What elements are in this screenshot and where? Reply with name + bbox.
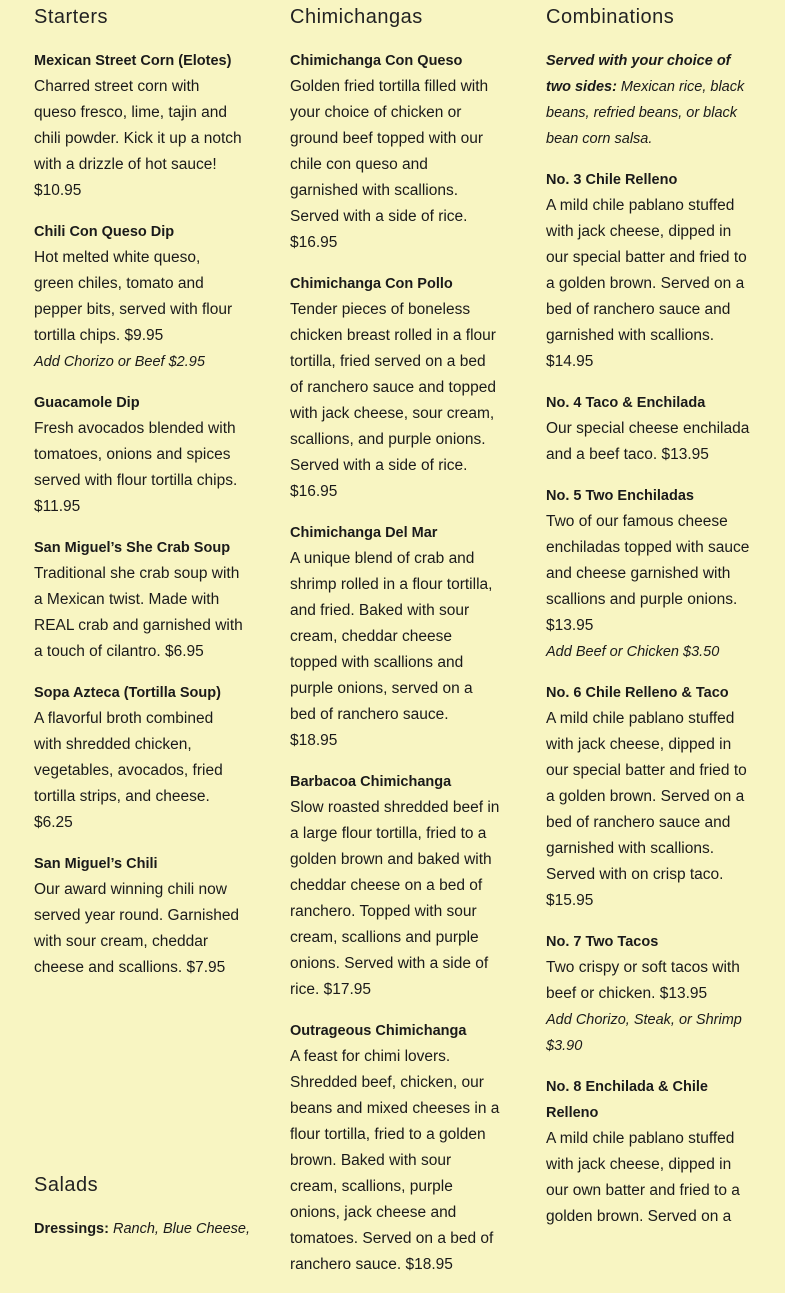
menu-item xyxy=(290,769,500,1003)
menu-item-addon: Add Chorizo, Steak, or Shrimp $3.90 xyxy=(546,1012,742,1054)
dressings-line xyxy=(34,1216,254,1242)
menu-item xyxy=(546,167,756,375)
menu-item-name: Guacamole Dip xyxy=(34,395,140,411)
menu-item-description: Slow roasted shredded beef in a large flour tortilla, fried to a golden brown and baked with cheddar cheese on a bed of ranchero. Topped with sour cream, scallions and purple onions. Served with a side of rice. $17.95 xyxy=(290,799,500,998)
starters-column xyxy=(34,0,244,996)
chimichangas-column xyxy=(290,0,500,1293)
menu-item-description: A unique blend of crab and shrimp rolled in a flour tortilla, and fried. Baked with sour cream, cheddar cheese topped with scallions and purple onions, served on a bed of ranchero sauce. $18.95 xyxy=(290,550,493,749)
dressings-options: Ranch, Blue Cheese, xyxy=(108,1221,251,1237)
chimichangas-list xyxy=(290,48,500,1278)
menu-item-description: A mild chile pablano stuffed with jack cheese, dipped in our special batter and fried to a golden brown. Served on a bed of ranchero sauce and garnished with scallions. Served with on crisp taco. $15.95 xyxy=(546,710,747,909)
menu-item-description: A mild chile pablano stuffed with jack cheese, dipped in our own batter and fried to a golden brown. Served on a xyxy=(546,1130,740,1225)
menu-item-name: Sopa Azteca (Tortilla Soup) xyxy=(34,685,221,701)
menu-item-addon: Add Beef or Chicken $3.50 xyxy=(546,644,720,660)
menu-item-addon: Add Chorizo or Beef $2.95 xyxy=(34,354,205,370)
menu-item-name: Chimichanga Del Mar xyxy=(290,525,438,541)
menu-item-name: Chimichanga Con Queso xyxy=(290,53,463,69)
salads-section xyxy=(34,1168,254,1242)
menu-item-name: Chili Con Queso Dip xyxy=(34,224,175,240)
menu-item-name: Mexican Street Corn (Elotes) xyxy=(34,53,232,69)
menu-item xyxy=(546,1074,756,1230)
menu-item-description: Two of our famous cheese enchiladas topped with sauce and cheese garnished with scallions and purple onions. $13.95 xyxy=(546,513,750,634)
menu-item xyxy=(34,390,244,520)
menu-item xyxy=(546,929,756,1059)
menu-item xyxy=(290,48,500,256)
menu-item-description: Two crispy or soft tacos with beef or chicken. $13.95 xyxy=(546,959,740,1002)
menu-item xyxy=(546,483,756,665)
menu-item-description: A mild chile pablano stuffed with jack cheese, dipped in our special batter and fried to a golden brown. Served on a bed of ranchero sauce and garnished with scallions. $14.95 xyxy=(546,197,747,370)
menu-item-description: Hot melted white queso, green chiles, tomato and pepper bits, served with flour tortilla chips. $9.95 xyxy=(34,249,233,344)
menu-item-name: No. 7 Two Tacos xyxy=(546,934,659,950)
starters-list xyxy=(34,48,244,981)
menu-item xyxy=(546,680,756,914)
menu-item xyxy=(34,680,244,836)
combinations-list xyxy=(546,167,756,1230)
menu-item xyxy=(290,520,500,754)
menu-item-description: Our award winning chili now served year round. Garnished with sour cream, cheddar cheese and scallions. $7.95 xyxy=(34,881,240,976)
combinations-column xyxy=(546,0,756,1245)
combinations-heading: Combinations xyxy=(546,6,675,28)
chimichangas-heading: Chimichangas xyxy=(290,6,423,28)
menu-item-name: San Miguel’s Chili xyxy=(34,856,158,872)
salads-heading: Salads xyxy=(34,1174,99,1196)
dressings-label: Dressings: xyxy=(34,1221,109,1237)
menu-item xyxy=(34,535,244,665)
menu-item-name: No. 6 Chile Relleno & Taco xyxy=(546,685,729,701)
menu-item-description: Tender pieces of boneless chicken breast rolled in a flour tortilla, fried served on a bed of ranchero sauce and topped with jack cheese, sour cream, scallions, and purple onions. Served with a side of rice. $16.95 xyxy=(290,301,496,500)
sides-note-options: Mexican rice, black beans, refried beans, or black bean corn salsa. xyxy=(546,79,745,147)
menu-item-name: No. 4 Taco & Enchilada xyxy=(546,395,706,411)
menu-item-description: Golden fried tortilla filled with your choice of chicken or ground beef topped with our chile con queso and garnished with scallions. Served with a side of rice. $16.95 xyxy=(290,78,489,251)
menu-item-description: Fresh avocados blended with tomatoes, onions and spices served with flour tortilla chips. $11.95 xyxy=(34,420,238,515)
menu-item xyxy=(34,851,244,981)
menu-item-description: A feast for chimi lovers. Shredded beef, chicken, our beans and mixed cheeses in a flour tortilla, fried to a golden brown. Baked with sour cream, scallions, purple onions, jack cheese and tomatoes. Served on a bed of ranchero sauce. $18.95 xyxy=(290,1048,500,1273)
menu-item xyxy=(290,1018,500,1278)
menu-item-description: A flavorful broth combined with shredded chicken, vegetables, avocados, fried tortilla strips, and cheese. $6.25 xyxy=(34,710,223,831)
menu-item-name: Barbacoa Chimichanga xyxy=(290,774,452,790)
menu-item-name: No. 8 Enchilada & Chile Relleno xyxy=(546,1079,708,1121)
menu-item-name: Outrageous Chimichanga xyxy=(290,1023,467,1039)
menu-item xyxy=(34,48,244,204)
menu-item-name: No. 3 Chile Relleno xyxy=(546,172,678,188)
menu-item-description: Charred street corn with queso fresco, lime, tajin and chili powder. Kick it up a notch with a drizzle of hot sauce! $10.95 xyxy=(34,78,242,199)
sides-note-label: Served with your choice of two sides: xyxy=(546,53,731,95)
menu-item-name: Chimichanga Con Pollo xyxy=(290,276,453,292)
combinations-sides-note xyxy=(546,48,756,152)
menu-item xyxy=(546,390,756,468)
starters-heading: Starters xyxy=(34,6,109,28)
menu-item-name: No. 5 Two Enchiladas xyxy=(546,488,694,504)
menu-item-description: Traditional she crab soup with a Mexican twist. Made with REAL crab and garnished with a touch of cilantro. $6.95 xyxy=(34,565,243,660)
menu-item xyxy=(34,219,244,375)
menu-item-name: San Miguel’s She Crab Soup xyxy=(34,540,231,556)
menu-item xyxy=(290,271,500,505)
menu-item-description: Our special cheese enchilada and a beef taco. $13.95 xyxy=(546,420,750,463)
